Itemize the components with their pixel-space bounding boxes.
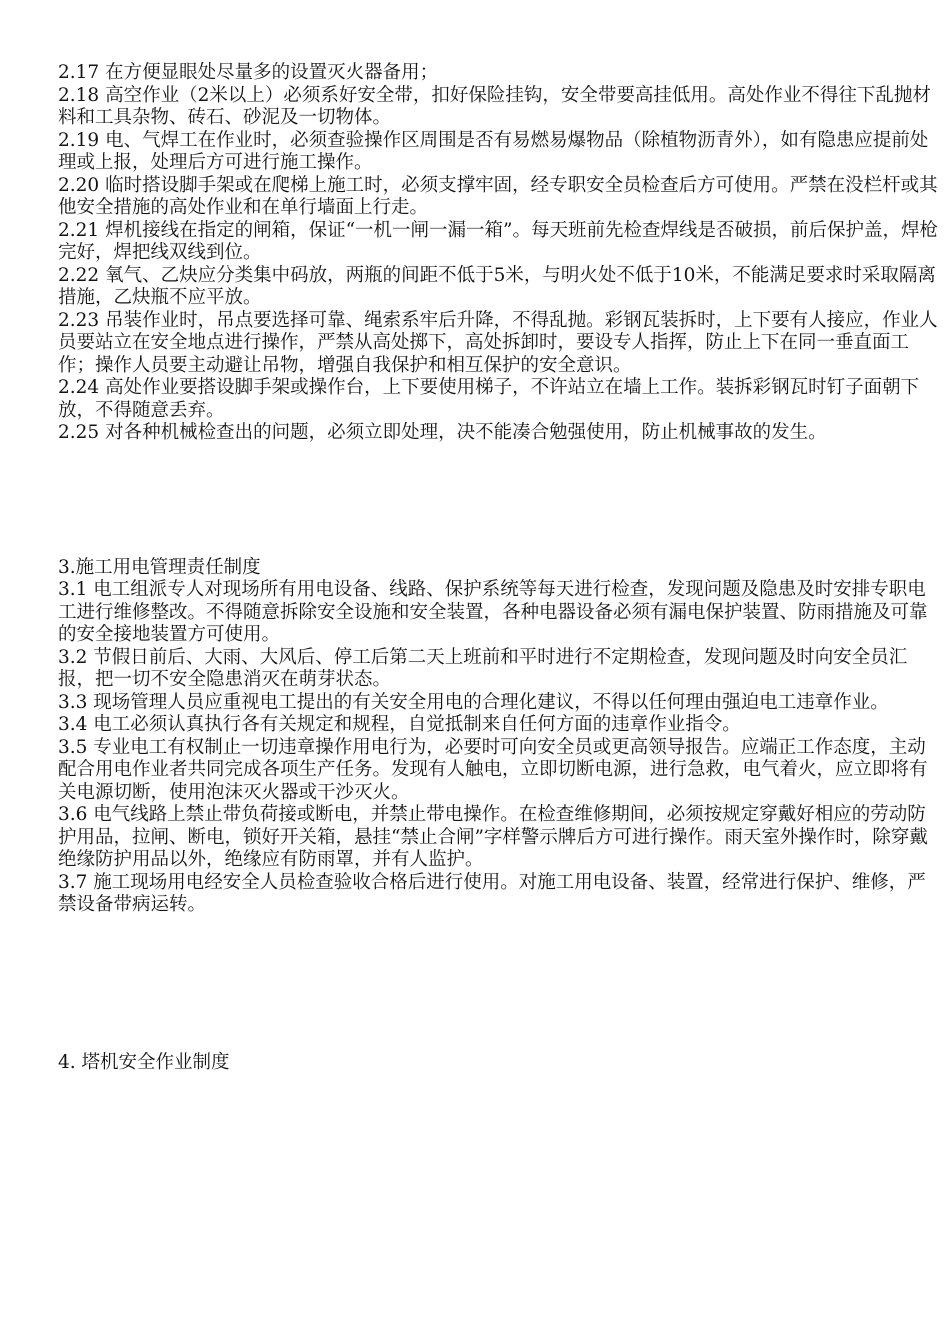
clause-3-1: 3.1 电工组派专人对现场所有用电设备、线路、保护系统等每天进行检查，发现问题及隐患及时安排专职电工进行维修整改。不得随意拆除安全设施和安全装置，各种电器设备必须有漏电保护装置、防雨措施及可靠的安全接地装置方可使用。 (58, 579, 928, 645)
clause-2-21: 2.21 焊机接线在指定的闸箱，保证“一机一闸一漏一箱”。每天班前先检查焊线是否破损，前后保护盖，焊枪完好，焊把线双线到位。 (58, 219, 938, 263)
section-4-title: 4. 塔机安全作业制度 (58, 1051, 230, 1073)
clause-3-6: 3.6 电气线路上禁止带负荷接或断电，并禁止带电操作。在检查维修期间，必须按规定穿戴好相应的劳动防护用品，拉闸、断电，锁好开关箱，悬挂“禁止合闸”字样警示牌后方可进行操作。雨天室外操作时，除穿戴绝缘防护用品以外，绝缘应有防雨罩，并有人监护。 (58, 804, 928, 870)
clause-2-23: 2.23 吊装作业时，吊点要选择可靠、绳索系牢后升降，不得乱抛。彩钢瓦装拆时，上下要有人接应，作业人员要站立在安全地点进行操作，严禁从高处掷下，高处拆卸时，要设专人指挥，防止上下在同一垂直面工作；操作人员要主动避让吊物，增强自我保护和相互保护的安全意识。 (58, 309, 938, 376)
clause-2-19: 2.19 电、气焊工在作业时，必须查验操作区周围是否有易燃易爆物品（除植物沥青外），如有隐患应提前处理或上报，处理后方可进行施工操作。 (58, 129, 929, 173)
document-page (58, 62, 938, 1074)
spacer (58, 917, 938, 1052)
clause-3-3: 3.3 现场管理人员应重视电工提出的有关安全用电的合理化建议，不得以任何理由强迫电工违章作业。 (58, 691, 889, 713)
clause-3-2: 3.2 节假日前后、大雨、大风后、停工后第二天上班前和平时进行不定期检查，发现问题及时向安全员汇报，把一切不安全隐患消灭在萌芽状态。 (58, 646, 908, 690)
clause-2-17: 2.17 在方便显眼处尽量多的设置灭火器备用； (58, 62, 439, 83)
section-3 (58, 557, 938, 917)
clause-3-4: 3.4 电工必须认真执行各有关规定和规程，自觉抵制来自任何方面的违章作业指令。 (58, 714, 741, 735)
clause-2-24: 2.24 高处作业要搭设脚手架或操作台，上下要使用梯子，不许站立在墙上工作。装拆彩钢瓦时钉子面朝下放，不得随意丢弃。 (58, 377, 920, 421)
section-4 (58, 1052, 938, 1075)
section-2-list (58, 62, 938, 445)
clause-2-22: 2.22 氧气、乙炔应分类集中码放，两瓶的间距不低于5米，与明火处不低于10米，不能满足要求时采取隔离措施，乙炔瓶不应平放。 (58, 264, 936, 308)
spacer (58, 445, 938, 557)
clause-3-5: 3.5 专业电工有权制止一切违章操作用电行为，必要时可向安全员或更高领导报告。应端正工作态度，主动配合用电作业者共同完成各项生产任务。发现有人触电，立即切断电源，进行急救，电气着火，应立即将有关电源切断，使用泡沫灭火器或干沙灭火。 (58, 736, 928, 803)
clause-2-25: 2.25 对各种机械检查出的问题，必须立即处理，决不能凑合勉强使用，防止机械事故的发生。 (58, 422, 827, 443)
clause-2-20: 2.20 临时搭设脚手架或在爬梯上施工时，必须支撑牢固，经专职安全员检查后方可使用。严禁在没栏杆或其他安全措施的高处作业和在单行墙面上行走。 (58, 174, 938, 218)
clause-3-7: 3.7 施工现场用电经安全人员检查验收合格后进行使用。对施工用电设备、装置，经常进行保护、维修，严禁设备带病运转。 (58, 871, 926, 915)
clause-2-18: 2.18 高空作业（2米以上）必须系好安全带，扣好保险挂钩，安全带要高挂低用。高处作业不得往下乱抛材料和工具杂物、砖石、砂泥及一切物体。 (58, 84, 931, 128)
section-3-title: 3.施工用电管理责任制度 (58, 556, 261, 578)
